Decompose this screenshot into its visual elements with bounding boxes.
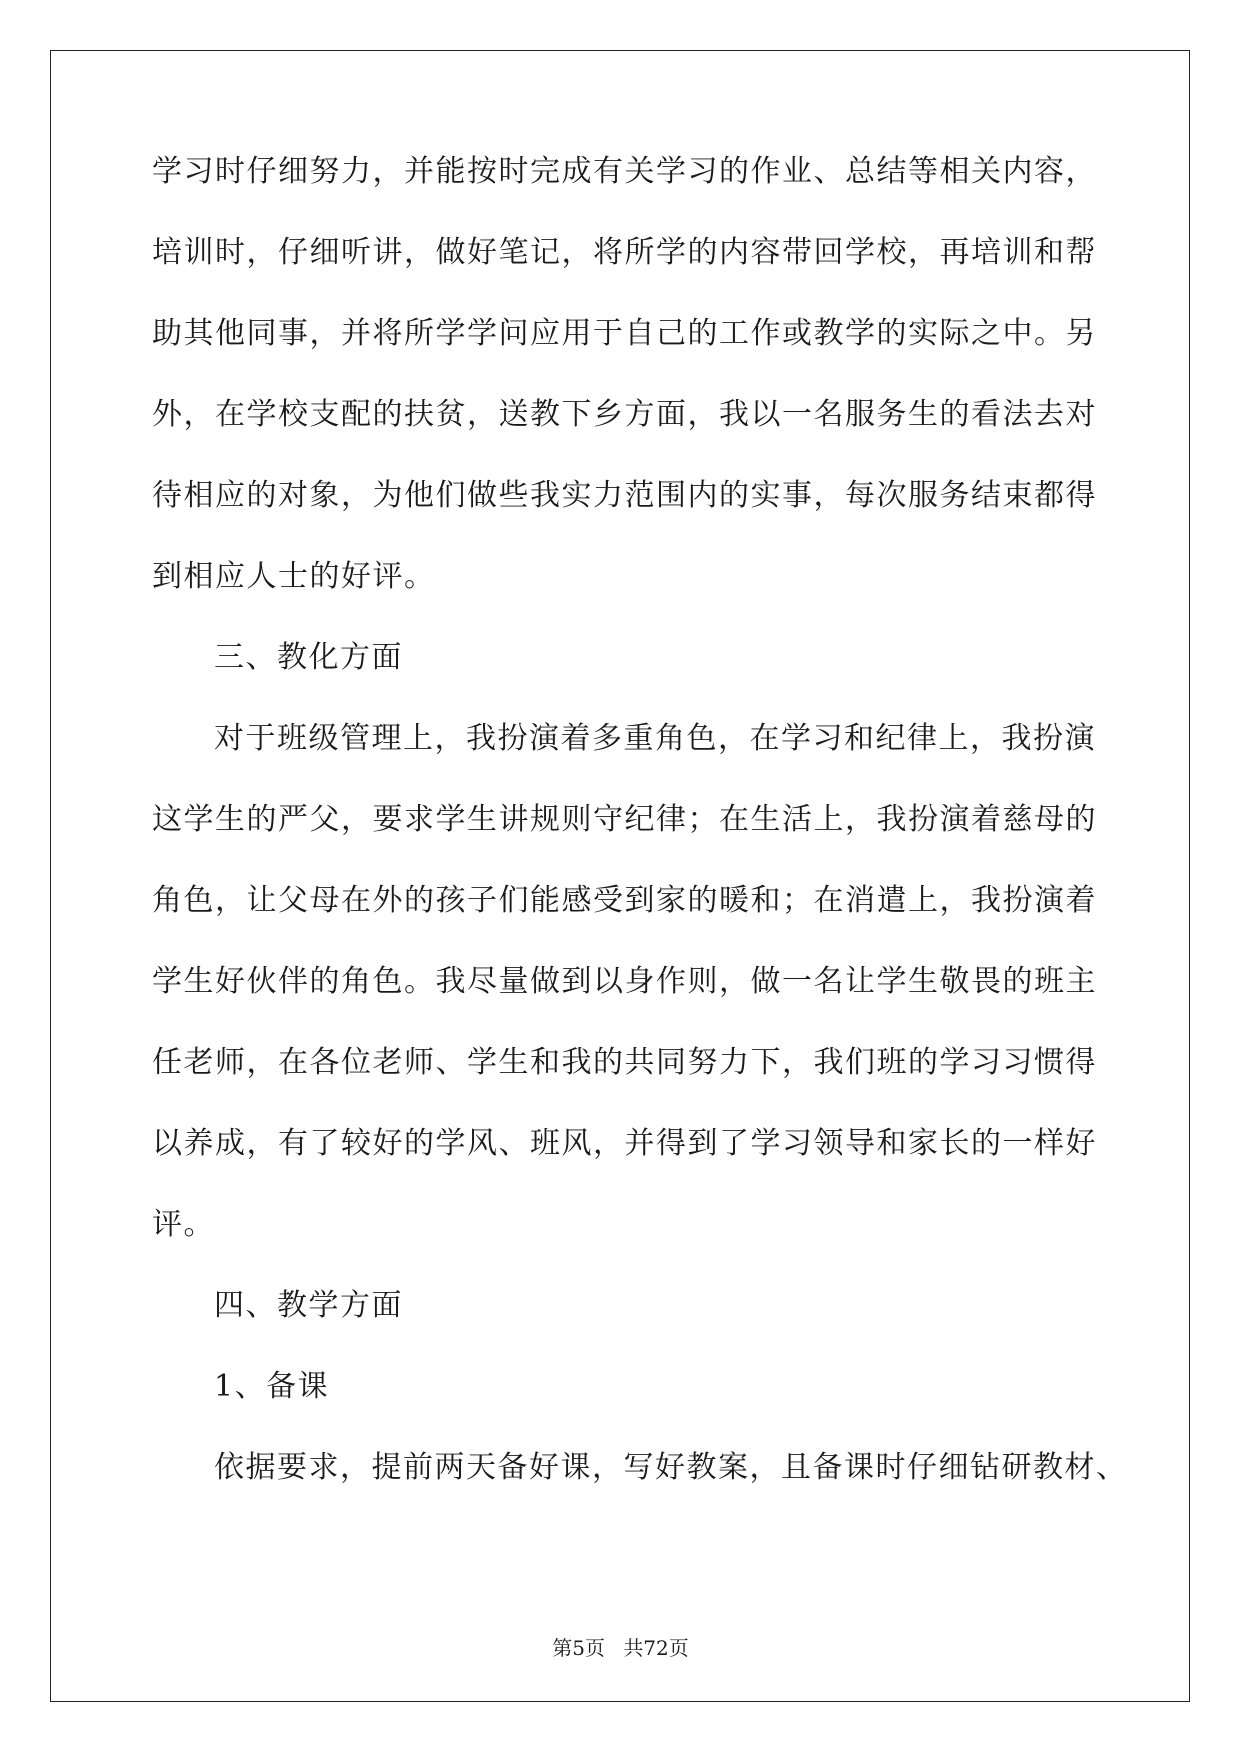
body-line: 评。 (152, 1207, 215, 1242)
page-total: 共72页 (623, 1636, 689, 1660)
body-line: 以养成，有了较好的学风、班风，并得到了学习领导和家长的一样好 (152, 1126, 1097, 1161)
body-line: 待相应的对象，为他们做些我实力范围内的实事，每次服务结束都得 (152, 478, 1097, 513)
page-footer (0, 1632, 1241, 1661)
document-body (152, 152, 1128, 1529)
section-heading: 三、教化方面 (214, 640, 403, 675)
page-number: 第5页 (552, 1636, 605, 1660)
paragraph-first-line: 对于班级管理上，我扮演着多重角色，在学习和纪律上，我扮演 (214, 721, 1096, 756)
body-line: 到相应人士的好评。 (152, 559, 436, 594)
body-line: 这学生的严父，要求学生讲规则守纪律；在生活上，我扮演着慈母的 (152, 802, 1097, 837)
body-line: 角色，让父母在外的孩子们能感受到家的暖和；在消遣上，我扮演着 (152, 883, 1097, 918)
body-line: 培训时，仔细听讲，做好笔记，将所学的内容带回学校，再培训和帮 (152, 235, 1097, 270)
body-line: 学习时仔细努力，并能按时完成有关学习的作业、总结等相关内容， (152, 154, 1097, 189)
body-line: 任老师，在各位老师、学生和我的共同努力下，我们班的学习习惯得 (152, 1045, 1097, 1080)
paragraph-first-line: 依据要求，提前两天备好课，写好教案，且备课时仔细钻研教材、 (214, 1450, 1128, 1485)
body-line: 外，在学校支配的扶贫，送教下乡方面，我以一名服务生的看法去对 (152, 397, 1097, 432)
body-line: 助其他同事，并将所学学问应用于自己的工作或教学的实际之中。另 (152, 316, 1097, 351)
body-line: 学生好伙伴的角色。我尽量做到以身作则，做一名让学生敬畏的班主 (152, 964, 1097, 999)
section-heading: 四、教学方面 (214, 1288, 403, 1323)
subsection-heading: 1、备课 (214, 1369, 330, 1404)
